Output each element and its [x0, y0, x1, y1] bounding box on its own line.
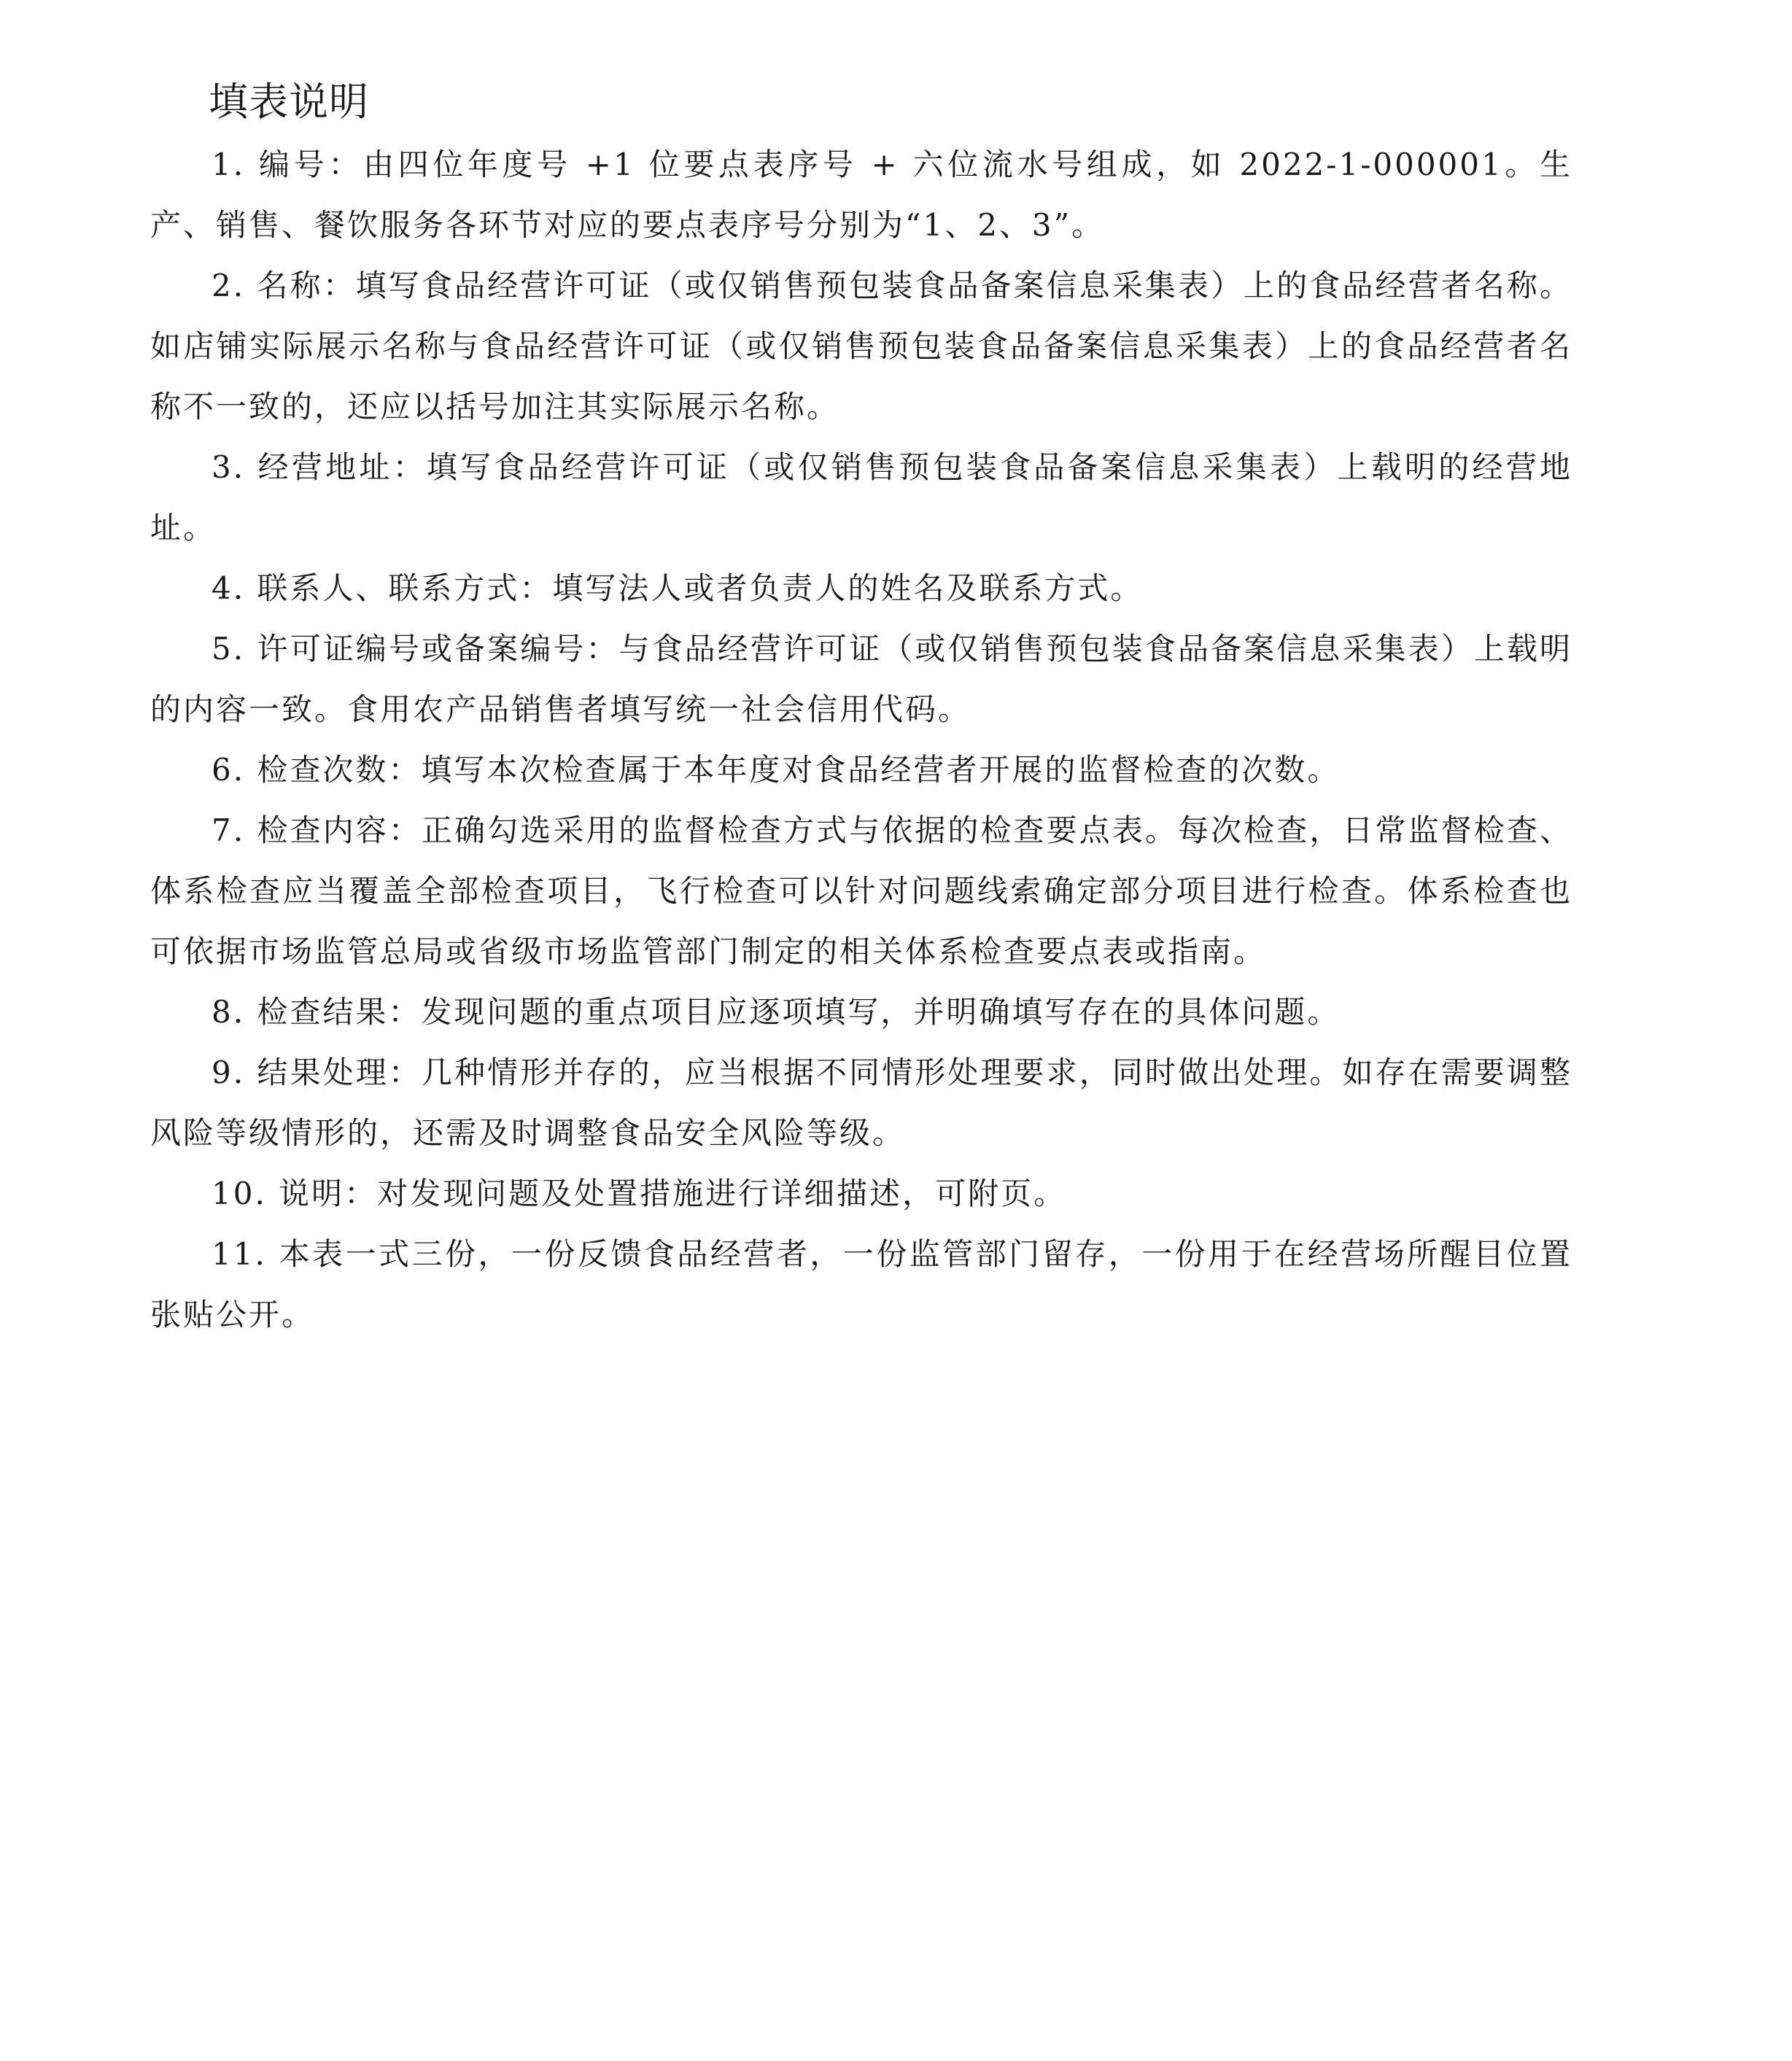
instruction-item-2: 2. 名称：填写食品经营许可证（或仅销售预包装食品备案信息采集表）上的食品经营者名称。如店铺实际展示名称与食品经营许可证（或仅销售预包装食品备案信息采集表）上的食品经营者名称不一致的，还应以括号加注其实际展示名称。 — [150, 268, 1572, 424]
instruction-item-11: 11. 本表一式三份，一份反馈食品经营者，一份监管部门留存，一份用于在经营场所醒目位置张贴公开。 — [150, 1236, 1572, 1332]
instruction-item-8: 8. 检查结果：发现问题的重点项目应逐项填写，并明确填写存在的具体问题。 — [212, 994, 1341, 1030]
instruction-item-1: 1. 编号：由四位年度号 +1 位要点表序号 + 六位流水号组成，如 2022-1-000001。生产、销售、餐饮服务各环节对应的要点表序号分别为“1、2、3”。 — [150, 147, 1572, 243]
instruction-item-4: 4. 联系人、联系方式：填写法人或者负责人的姓名及联系方式。 — [212, 570, 1144, 606]
page-title: 填表说明 — [209, 79, 369, 125]
instruction-item-5: 5. 许可证编号或备案编号：与食品经营许可证（或仅销售预包装食品备案信息采集表）上载明的内容一致。食用农产品销售者填写统一社会信用代码。 — [150, 631, 1572, 727]
instruction-item-10: 10. 说明：对发现问题及处置措施进行详细描述，可附页。 — [212, 1176, 1067, 1211]
instruction-item-3: 3. 经营地址：填写食品经营许可证（或仅销售预包装食品备案信息采集表）上载明的经营地址。 — [150, 449, 1572, 546]
instruction-item-9: 9. 结果处理：几种情形并存的，应当根据不同情形处理要求，同时做出处理。如存在需要调整风险等级情形的，还需及时调整食品安全风险等级。 — [150, 1055, 1572, 1151]
instruction-item-6: 6. 检查次数：填写本次检查属于本年度对食品经营者开展的监督检查的次数。 — [212, 752, 1341, 788]
instructions-section — [150, 73, 1572, 1345]
instruction-item-7: 7. 检查内容：正确勾选采用的监督检查方式与依据的检查要点表。每次检查，日常监督检查、体系检查应当覆盖全部检查项目，飞行检查可以针对问题线索确定部分项目进行检查。体系检查也可依据市场监管总局或省级市场监管部门制定的相关体系检查要点表或指南。 — [150, 812, 1572, 969]
